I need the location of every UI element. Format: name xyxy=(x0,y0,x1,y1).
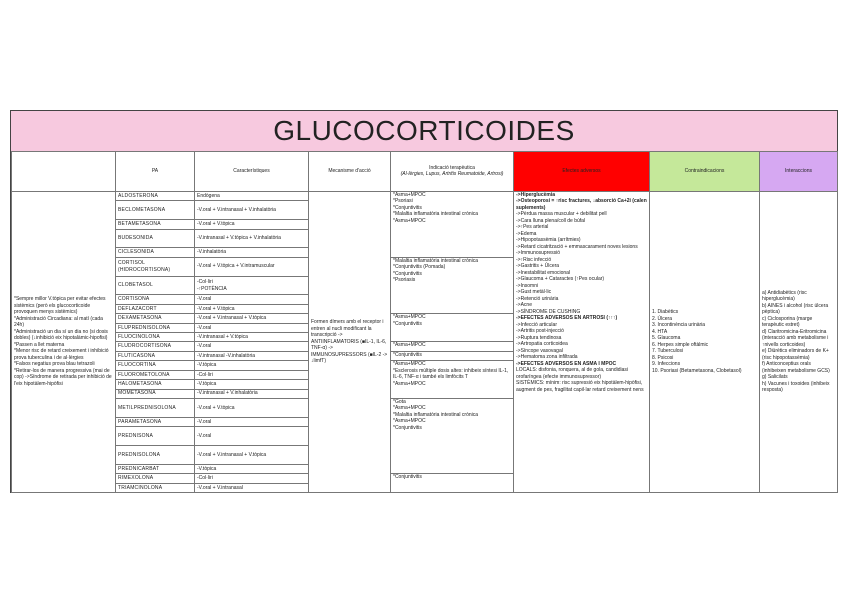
adverse-effect-item: ->Retenció urinària xyxy=(516,295,559,302)
interaction-item: f) Anticonceptius orals (inhibeixen metabolisme GCS) xyxy=(762,361,830,374)
interactions-cell xyxy=(760,191,838,492)
contraindication-item: 1. Diabètics xyxy=(652,309,679,316)
drug-name: METILPREDNISOLONA xyxy=(116,398,195,417)
indication-cell: *Asma+MPOC *Esclerosis múltiple dosis altes: inhibeix síntesi IL-1, IL-6, TNF-α i també els limfòcits T *Asma+MPOC xyxy=(391,361,514,399)
drug-characteristics: -V.oral + V.intranasal xyxy=(195,483,309,492)
indication-cell: *Asma+MPOC *Psoriasi *Conjuntivitis *Malaltia inflamatòria intestinal crònica *Asma+MPOC xyxy=(391,191,514,257)
drug-name: CLOBETASOL xyxy=(116,276,195,295)
interaction-item: c) Ciclosporina (marge terapèutic estret) xyxy=(762,315,813,329)
indication-cell: *Asma+MPOC xyxy=(391,342,514,351)
drug-name: RIMEXOLONA xyxy=(116,474,195,483)
table-row xyxy=(12,191,838,200)
adverse-effect-item: ->Artritis post-injecció xyxy=(516,328,564,335)
glucocorticoides-sheet xyxy=(10,110,838,493)
indication-cell: *Gota *Asma+MPOC *Malaltia inflamatòria intestinal crònica *Asma+MPOC *Conjuntivitis xyxy=(391,398,514,473)
drug-characteristics: -V.inhalatòria xyxy=(195,248,309,257)
drug-name: TRIAMCINOLONA xyxy=(116,483,195,492)
page-title: GLUCOCORTICOIDES xyxy=(11,111,837,152)
contraindication-item: 7. Tuberculosi xyxy=(652,348,684,355)
header-contraindicacions: Contraindicacions xyxy=(650,152,760,192)
indication-cell: *Conjuntivitis xyxy=(391,351,514,360)
contraindication-item: 4. HTA xyxy=(652,328,668,335)
note-item: *Menor risc de retard creixement i inhibició prova tuberculina i de al·lèrgies xyxy=(14,348,109,361)
adverse-effect-item: ->Immunosupressió xyxy=(516,250,561,257)
header-caracteristiques: Característiques xyxy=(195,152,309,192)
note-item: *Retirar-los de manera progressiva (mai de cop) ->Síndrome de retirada per inhibició de l'eix hipotàlem-hipòfisi xyxy=(14,367,112,387)
interaction-item: b) AINES i alcohol (risc úlcera pèptica) xyxy=(762,302,829,316)
adverse-effect-item: ->↑Pes arterial xyxy=(516,224,549,231)
drug-characteristics: -V.oral + V.intranasal + V.tòpica xyxy=(195,445,309,464)
contraindication-item: 6. Herpes simple oftàlmic xyxy=(652,341,709,348)
adverse-effect-item: ->Acne xyxy=(516,302,532,309)
note-item: *Passen a llet materna xyxy=(14,341,65,348)
note-item: *Falsos negatius prova blau tetrazoli xyxy=(14,361,95,368)
adverse-effect-item: ->Edema xyxy=(516,230,537,237)
drug-name: BETAMETASONA xyxy=(116,220,195,229)
adverse-effect-item: SISTÈMICS: mínim: risc supressió eix hipotàlem-hipòfisi, augment de pes, fragilitat capil·lar retard creixement nens xyxy=(516,380,644,393)
adverse-effect-item: ->Inestabilitat emocional xyxy=(516,269,571,276)
adverse-effect-item: ->Hiperglucèmia xyxy=(516,191,556,198)
adverse-effect-item: ->Hipopotassèmia (arrítmies) xyxy=(516,237,581,244)
interaction-item: h) Vacunes i toxoides (inhibeix resposta) xyxy=(762,380,830,394)
drug-characteristics: -V.oral xyxy=(195,417,309,426)
interaction-item: a) Antidiabètics (risc hiperglucèmia) xyxy=(762,289,807,303)
drug-characteristics: -V.oral + V.intranasal + V.tòpica xyxy=(195,314,309,323)
adverse-effect-item: ->Insomni xyxy=(516,282,539,289)
drug-name: BECLOMETASONA xyxy=(116,201,195,220)
drug-name: PREDNISONA xyxy=(116,427,195,446)
header-pa: PA xyxy=(116,152,195,192)
drug-characteristics: -V.oral + V.intranasal + V.inhalatòria xyxy=(195,201,309,220)
drug-name: DEFLAZACORT xyxy=(116,304,195,313)
drug-table xyxy=(11,151,838,493)
adverse-effect-item: ->EFECTES ADVERSOS EN ARTROSI (↑↑↑) xyxy=(516,315,618,322)
drug-name: PARAMETASONA xyxy=(116,417,195,426)
drug-name: FLUDROCORTISONA xyxy=(116,342,195,351)
adverse-effect-item: ->Gust metàl·lic xyxy=(516,289,552,296)
adverse-effect-item: ->Ruptura tendinosa xyxy=(516,334,562,341)
drug-characteristics: Endògena xyxy=(195,191,309,200)
header-indicacio-title: Indicació terapèutica xyxy=(429,164,475,171)
indication-cell: *Asma+MPOC *Conjuntivitis xyxy=(391,314,514,342)
note-item: *Administració un dia sí un dia no (si dosis dobles) (↓inhibició eix hipotalàmic-hipofisi) xyxy=(14,328,108,342)
drug-name: CORTISOL (HIDROCORTISONA) xyxy=(116,257,195,276)
drug-characteristics: -V.oral xyxy=(195,342,309,351)
indication-cell: *Malaltia inflamatòria intestinal crònica *Conjuntivitis (Pomada) *Conjuntivitis *Psoriasis xyxy=(391,257,514,313)
note-item: *Sempre millor V.tòpica per evitar efectes sistèmics (però els glucocorticoide provoquen menys sistèmics) xyxy=(14,296,106,316)
adverse-effect-item: ->EFECTES ADVERSOS EN ASMA I MPOC xyxy=(516,360,617,367)
interaction-item: g) Salicilats xyxy=(762,374,788,381)
adverse-effect-item: ->Síncope vasovagal xyxy=(516,347,563,354)
adverse-effects-cell xyxy=(514,191,650,492)
adverse-effect-item: ->Gastritis + Úlcera xyxy=(516,263,560,270)
interaction-item: d) Claritromicina-Eritromicina (interacció amb metabolisme i ↑nivells corticoides) xyxy=(762,328,829,348)
drug-characteristics: -Col·liri -↑POTÈNCIA xyxy=(195,276,309,295)
drug-name: DEXAMETASONA xyxy=(116,314,195,323)
drug-name: ALDOSTERONA xyxy=(116,191,195,200)
contraindication-item: 9. Infeccions xyxy=(652,361,681,368)
adverse-effect-item: ->Artropatia corticoidea xyxy=(516,341,568,348)
drug-characteristics: -V.oral + V.tòpica xyxy=(195,220,309,229)
drug-name: FLUOCORTINA xyxy=(116,361,195,370)
contraindication-item: 2. Úlcera xyxy=(652,315,673,322)
header-row xyxy=(12,152,838,192)
drug-name: BUDESONIDA xyxy=(116,229,195,248)
drug-characteristics: -V.oral xyxy=(195,323,309,332)
drug-name: PREDNICARBAT xyxy=(116,464,195,473)
drug-name: CICLESONIDA xyxy=(116,248,195,257)
adverse-effect-item: ->Cara lluna plena/coll de búfal xyxy=(516,217,586,224)
mechanism-cell: Formen dímers amb el receptor i entren al nucli modificant la transcripció -> ANTIINFLAMATORIS (■IL-1, IL-6, TNF-α) -> IMMUNOSUPRESSORS (■IL-2 -> ↓limfT) xyxy=(309,191,391,492)
adverse-effect-item: ->Pèrdua massa muscular + debilitat pell xyxy=(516,211,607,218)
drug-name: FLUOCINOLONA xyxy=(116,333,195,342)
header-mecanisme: Mecanisme d'acció xyxy=(309,152,391,192)
drug-name: PREDNISOLONA xyxy=(116,445,195,464)
adverse-effect-item: ->Infecció articular xyxy=(516,321,557,328)
contraindication-item: 3. Incontinència urinària xyxy=(652,322,706,329)
adverse-effect-item: ->↑Risc infecció xyxy=(516,256,552,263)
drug-characteristics: -Col·liri xyxy=(195,474,309,483)
drug-name: MOMETASONA xyxy=(116,389,195,398)
drug-characteristics: -Col·liri xyxy=(195,370,309,379)
drug-name: FLUOROMETOLONA xyxy=(116,370,195,379)
header-indicacio-sub: (Al·lèrgies, Lupus, Artritis Reumatoide, Artrosi) xyxy=(400,171,504,178)
adverse-effect-item: ->Hematoma zona infiltrada xyxy=(516,354,578,361)
adverse-effect-item: ->Osteoporosi = ↑risc fractures, ↓absorció Ca+2i (calen suplements) xyxy=(516,198,647,211)
drug-characteristics: -V.oral xyxy=(195,295,309,304)
drug-characteristics: -V.tòpica xyxy=(195,380,309,389)
drug-characteristics: -V.intranasal + V.tòpica + V.inhalatòria xyxy=(195,229,309,248)
drug-characteristics: -V.intranasal + V.tòpica xyxy=(195,333,309,342)
header-notes xyxy=(12,152,116,192)
drug-characteristics: -V.oral + V.tòpica xyxy=(195,304,309,313)
drug-characteristics: -V.intranasal -V.inhalatòria xyxy=(195,351,309,360)
drug-name: CORTISONA xyxy=(116,295,195,304)
contraindications-cell xyxy=(650,191,760,492)
adverse-effect-item: ->Glaucoma + Cataractes (↑Pes ocular) xyxy=(516,276,605,283)
contraindication-item: 8. Psicosi xyxy=(652,354,674,361)
drug-characteristics: -V.intranasal + V.inhalatòria xyxy=(195,389,309,398)
header-indicacio xyxy=(391,152,514,192)
interaction-item: e) Diürètics eliminadors de K+ (risc hipopotassèmia) xyxy=(762,348,829,361)
adverse-effect-item: ->SÍNDROME DE CUSHING xyxy=(516,308,581,315)
drug-characteristics: -V.tòpica xyxy=(195,361,309,370)
indication-cell: *Conjuntivitis xyxy=(391,474,514,493)
adverse-effect-item: ->Retard cicatrització + emmascarament noves lesions xyxy=(516,243,638,250)
drug-name: FLUTICASONA xyxy=(116,351,195,360)
header-efectes: Efectes adversos xyxy=(514,152,650,192)
drug-characteristics: -V.oral + V.tòpica xyxy=(195,398,309,417)
header-interaccions: Interaccions xyxy=(760,152,838,192)
adverse-effect-item: LOCALS: disfonia, ronquera, al de gola, candidiasi orofaríngea (efecte immunosupressor) xyxy=(516,367,629,380)
contraindication-item: 10. Psoriasi (Betametasona, Clobetasol) xyxy=(652,367,742,374)
drug-characteristics: -V.oral xyxy=(195,427,309,446)
drug-name: FLUPREDNISOLONA xyxy=(116,323,195,332)
notes-cell xyxy=(12,191,116,492)
contraindication-item: 5. Glaucoma xyxy=(652,335,681,342)
drug-characteristics: -V.oral + V.tòpica + V.intramuscular xyxy=(195,257,309,276)
note-item: *Administració Circadiana: al matí (cada 24h) xyxy=(14,315,103,329)
drug-name: HALOMETASONA xyxy=(116,380,195,389)
drug-characteristics: -V.tòpica xyxy=(195,464,309,473)
